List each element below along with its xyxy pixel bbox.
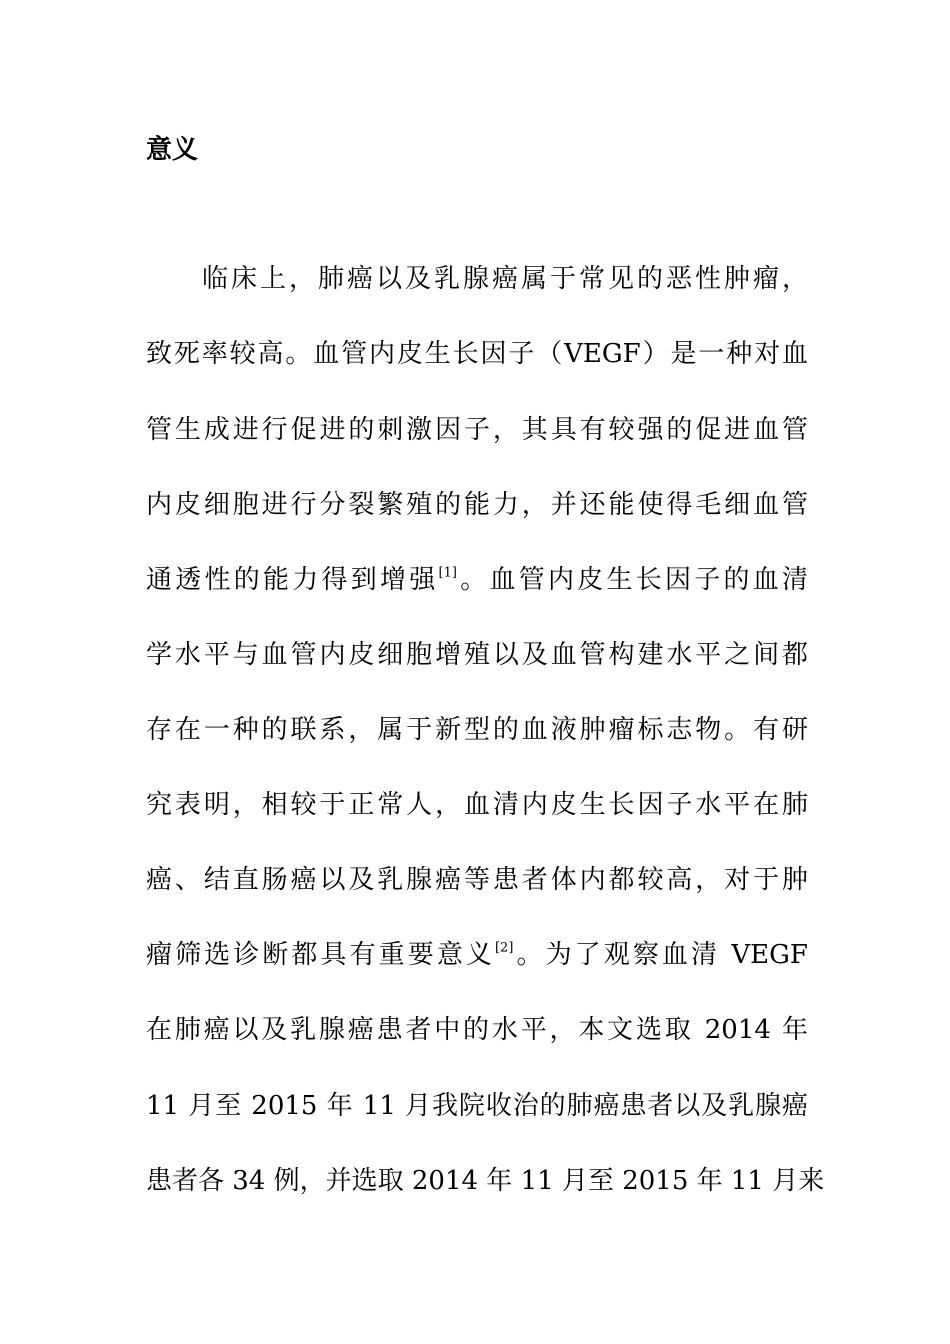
line-text: 通透性的能力得到增强: [146, 565, 439, 595]
line-text: 瘤筛选诊断都具有重要意义: [146, 940, 495, 970]
line-text: 。血管内皮生长因子的血清: [456, 565, 808, 595]
section-heading: 意义: [146, 135, 199, 165]
paragraph-line: 癌、结直肠癌以及乳腺癌等患者体内都较高，对于肿: [146, 865, 808, 895]
paragraph-line: [146, 560, 808, 600]
paragraph-line: 学水平与血管内皮细胞增殖以及血管构建水平之间都: [146, 640, 808, 670]
paragraph-line: 在肺癌以及乳腺癌患者中的水平，本文选取 2014 年: [146, 1015, 808, 1045]
line-text: 。为了观察血清 VEGF: [513, 940, 808, 970]
paragraph-line: [146, 935, 808, 975]
paragraph-line: 究表明，相较于正常人，血清内皮生长因子水平在肺: [146, 790, 808, 820]
paragraph-line: 管生成进行促进的刺激因子，其具有较强的促进血管: [146, 415, 808, 445]
paragraph-line: 存在一种的联系，属于新型的血液肿瘤标志物。有研: [146, 715, 808, 745]
paragraph-line: 内皮细胞进行分裂繁殖的能力，并还能使得毛细血管: [146, 490, 808, 520]
paragraph-line: 11 月至 2015 年 11 月我院收治的肺癌患者以及乳腺癌: [146, 1091, 808, 1121]
citation-ref: [1]: [438, 565, 457, 581]
citation-ref: [2]: [494, 940, 514, 956]
paragraph-line: 临床上，肺癌以及乳腺癌属于常见的恶性肿瘤，: [202, 264, 808, 294]
paragraph-line: 患者各 34 例，并选取 2014 年 11 月至 2015 年 11 月来: [146, 1166, 825, 1196]
paragraph-line: 致死率较高。血管内皮生长因子（VEGF）是一种对血: [146, 339, 808, 369]
